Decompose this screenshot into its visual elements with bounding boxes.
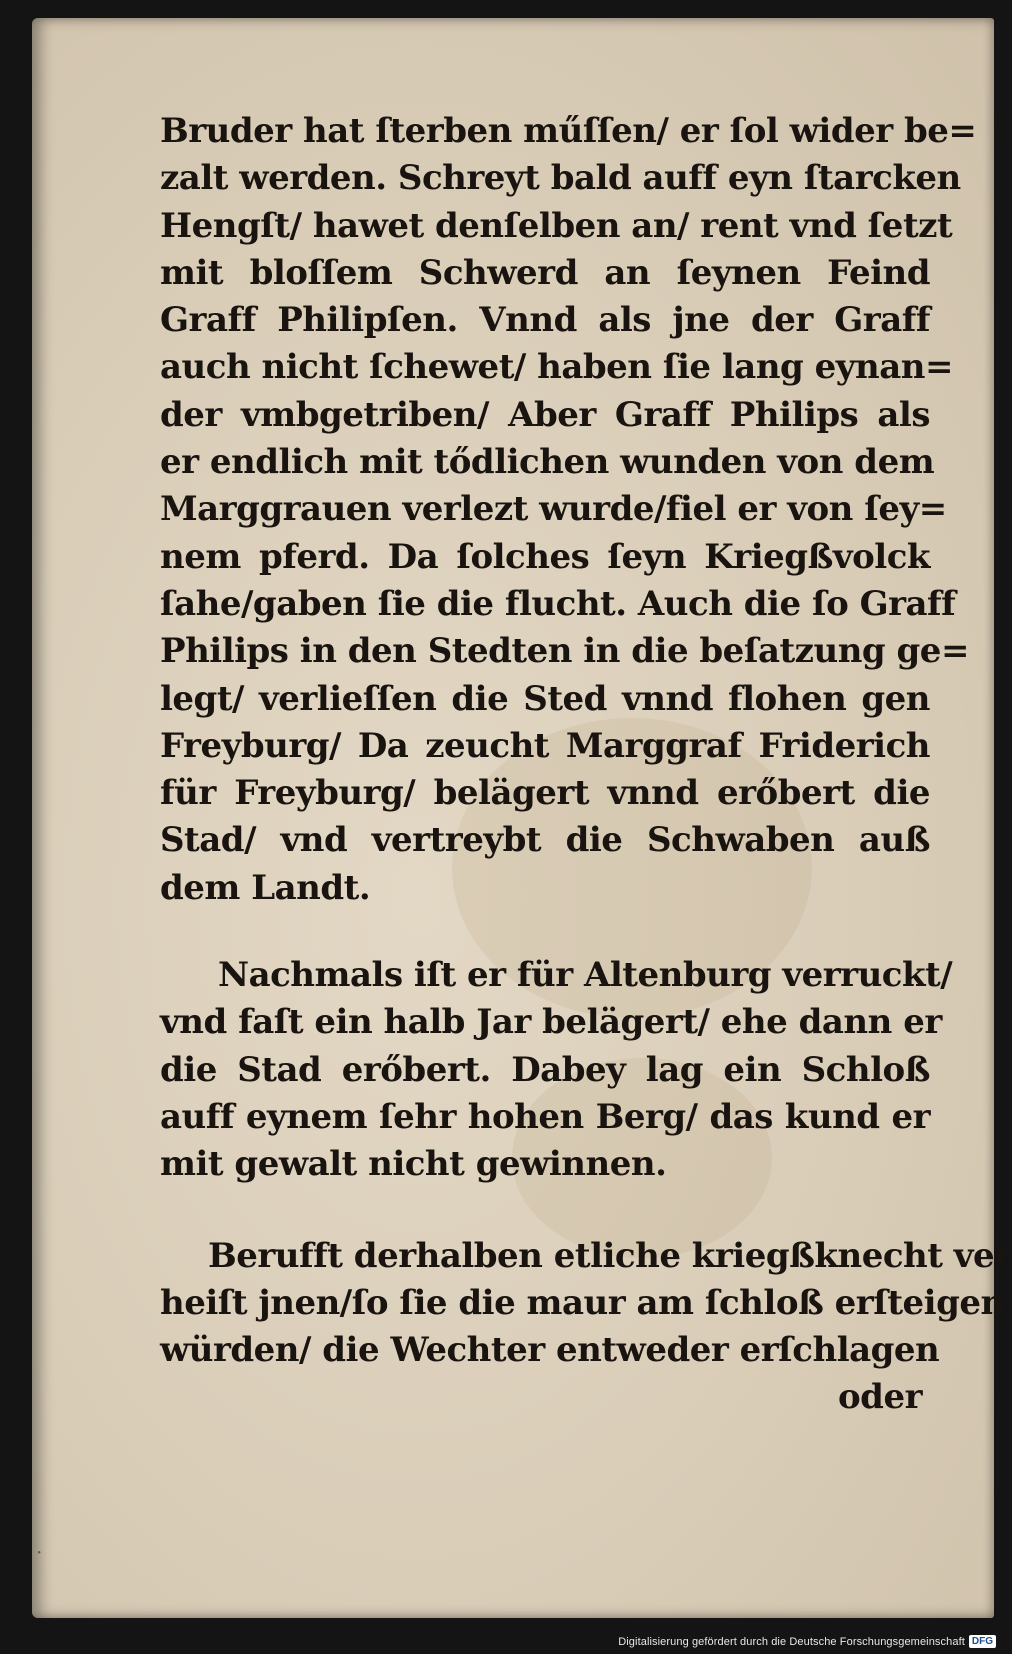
text-line: er endlich mit tődlichen wunden von dem [160, 442, 935, 483]
paragraph-gap [160, 1189, 930, 1233]
text-line: auch nicht ſchewet/ haben ſie lang eynan= [160, 347, 953, 388]
text-line: Bruder hat ſterben műſſen/ er ſol wider be= [160, 111, 977, 151]
text-line: würden/ die Wechter entweder erſchlagen [160, 1330, 940, 1371]
text-line: dem Landt. [160, 867, 371, 908]
footer-credit: Digitalisierung gefördert durch die Deutsche Forschungsgemeinschaft [618, 1635, 965, 1648]
paragraph-3 [160, 1233, 1012, 1375]
dfg-logo-icon: DFG [969, 1635, 996, 1648]
page-text [160, 108, 1012, 1422]
paragraph-2 [160, 952, 953, 1188]
text-line: die Stad erőbert. Dabey lag ein Schloß [160, 1049, 930, 1090]
paragraph-gap [160, 912, 930, 952]
text-line: mit gewalt nicht gewinnen. [160, 1144, 667, 1185]
catchword: oder [838, 1377, 922, 1418]
text-line: der vmbgetriben/ Aber Graff Philips als [160, 394, 930, 435]
text-line: heiſt jnen/ſo ſie die maur am ſchloß erſteigen [160, 1282, 1005, 1323]
margin-tick-mark: · [36, 1540, 43, 1564]
text-line: Hengſt/ hawet denſelben an/ rent vnd ſetzt [160, 205, 953, 246]
text-line: mit bloſſem Schwerd an ſeynen Feind [160, 252, 930, 293]
text-line: vnd faſt ein halb Jar belägert/ ehe dann er [160, 1002, 942, 1043]
text-line: zalt werden. Schreyt bald auff eyn ſtarcken [160, 158, 961, 199]
text-line: Berufft derhalben etliche kriegßknecht ver [208, 1235, 1012, 1276]
text-line: ſahe/gaben ſie die flucht. Auch die ſo Graff [160, 583, 956, 624]
text-line: legt/ verlieſſen die Sted vnnd flohen gen [160, 678, 930, 719]
text-line: Nachmals iſt er für Altenburg verruckt/ [218, 955, 953, 996]
text-line: Philips in den Stedten in die beſatzung ge= [160, 631, 969, 672]
text-line: Graff Philipſen. Vnnd als jne der Graff [160, 300, 930, 341]
paragraph-1 [160, 108, 977, 912]
text-line: nem pferd. Da ſolches ſeyn Kriegßvolck [160, 536, 930, 577]
text-line: auff eynem ſehr hohen Berg/ das kund er [160, 1096, 930, 1137]
text-line: Freyburg/ Da zeucht Marggraf Friderich [160, 725, 930, 766]
digitization-footer [618, 1635, 996, 1648]
text-line: Stad/ vnd vertreybt die Schwaben auß [160, 820, 930, 861]
text-line: Marggrauen verlezt wurde/fiel er von ſey= [160, 489, 947, 530]
text-line: für Freyburg/ belägert vnnd erőbert die [160, 773, 930, 814]
